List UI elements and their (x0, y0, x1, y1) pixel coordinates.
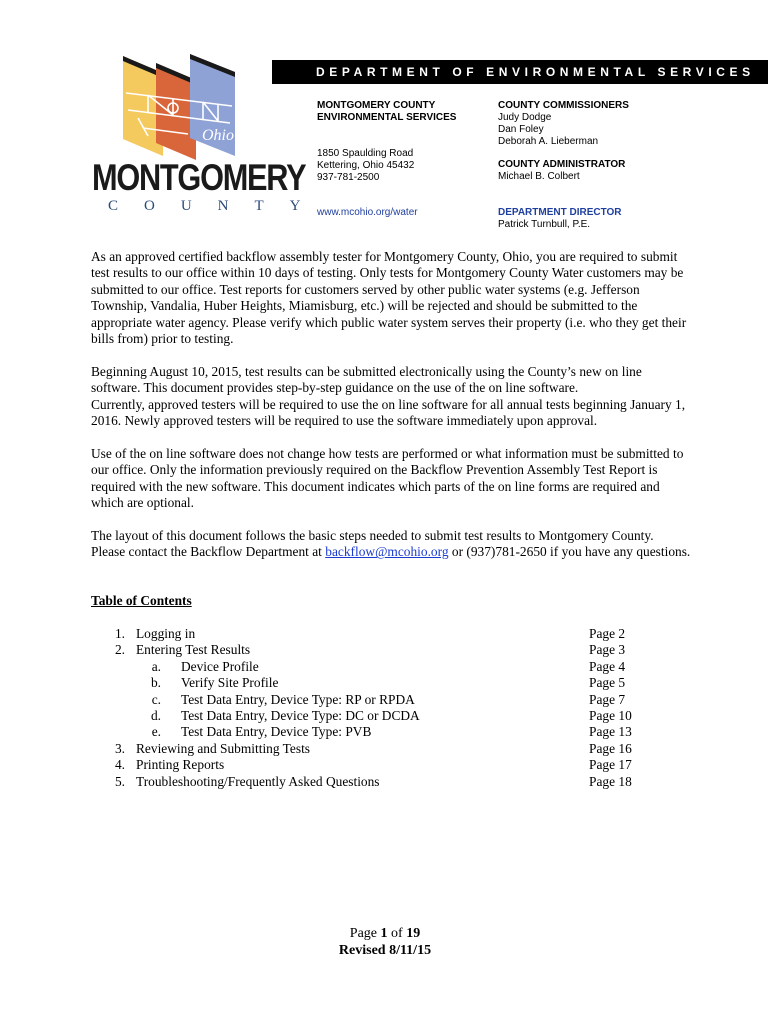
website-link[interactable]: www.mcohio.org/water (317, 207, 418, 218)
toc-subitem[interactable] (91, 659, 651, 675)
toc-subitem[interactable] (91, 675, 651, 691)
contact-text-start: The layout of this document follows the basic steps needed to submit test results to Montgomery County. Please contact the Backflow Department at (91, 528, 654, 560)
administrator-title: COUNTY ADMINISTRATOR (498, 159, 626, 170)
contact-text-end: or (937)781-2650 if you have any questions. (448, 544, 691, 560)
toc-item-page: Page 13 (589, 724, 632, 740)
department-banner: DEPARTMENT OF ENVIRONMENTAL SERVICES (272, 60, 768, 84)
toc-item-text: Entering Test Results (136, 642, 251, 658)
toc-item[interactable] (91, 626, 651, 642)
commissioner-name: Deborah A. Lieberman (498, 136, 599, 147)
page-of: of (387, 926, 407, 941)
toc-item-text: Printing Reports (136, 757, 225, 773)
toc-item-number: c. (151, 691, 161, 707)
org-name (317, 100, 456, 124)
page-current: 1 (380, 926, 388, 941)
toc-item-page: Page 3 (589, 642, 626, 658)
toc-item-page: Page 5 (589, 675, 626, 691)
toc-item-page: Page 2 (589, 626, 626, 641)
toc-item-number: 5. (114, 773, 125, 789)
toc-item-page: Page 4 (589, 658, 626, 674)
toc-item-number: 4. (114, 757, 125, 773)
toc-item[interactable] (91, 757, 651, 773)
revised-date: Revised 8/11/15 (338, 943, 432, 958)
commissioners-block (498, 100, 629, 148)
contact-text (91, 528, 691, 561)
online-software-paragraph (91, 364, 691, 430)
org-phone: 937-781-2500 (317, 172, 380, 183)
toc-subitem[interactable] (91, 708, 651, 724)
org-name-line1: MONTGOMERY COUNTY (317, 100, 436, 111)
org-name-line2: ENVIRONMENTAL SERVICES (317, 112, 457, 123)
director-name: Patrick Turnbull, P.E. (498, 219, 591, 230)
commissioner-name: Dan Foley (498, 124, 544, 135)
toc-item-text: Troubleshooting/Frequently Asked Questions (136, 773, 380, 789)
address-line1: 1850 Spaulding Road (317, 148, 414, 159)
toc-title: Table of Contents (91, 593, 192, 608)
table-of-contents (91, 626, 651, 790)
toc-item-number: a. (151, 658, 161, 674)
director-block (498, 207, 622, 231)
logo-ohio-script: Ohio (202, 127, 234, 144)
administrator-block (498, 159, 625, 183)
org-address (317, 148, 414, 184)
toc-item-text: Reviewing and Submitting Tests (136, 740, 311, 756)
toc-item-page: Page 10 (589, 707, 632, 723)
toc-item-text: Logging in (136, 626, 196, 641)
director-title: DEPARTMENT DIRECTOR (498, 207, 622, 218)
logo-county-subtitle: COUNTY (108, 198, 327, 214)
page-total: 19 (406, 926, 421, 941)
toc-subitem[interactable] (91, 692, 651, 708)
toc-item[interactable] (91, 642, 651, 658)
logo-county-name: MONTGOMERY (92, 157, 306, 198)
toc-item-number: 3. (114, 740, 125, 756)
toc-item-page: Page 7 (589, 691, 626, 707)
requirements-paragraph (91, 446, 691, 512)
toc-item-number: e. (151, 724, 161, 740)
toc-item-text: Test Data Entry, Device Type: DC or DCDA (181, 707, 420, 723)
online-software-text-b: Currently, approved testers will be required to use the on line software for all annual tests beginning January 1, 2016. Newly approved testers will be required to use the software immediately upon approval. (91, 396, 686, 429)
toc-item-number: 2. (114, 642, 125, 658)
commissioner-name: Judy Dodge (498, 112, 552, 123)
toc-item-number: 1. (114, 626, 125, 641)
toc-item-page: Page 18 (589, 773, 632, 789)
intro-paragraph (91, 249, 691, 347)
toc-item-number: d. (150, 707, 161, 723)
contact-paragraph (91, 528, 691, 561)
toc-subitem[interactable] (91, 724, 651, 740)
email-link[interactable]: backflow@mcohio.org (325, 544, 449, 560)
toc-item[interactable] (91, 774, 651, 790)
intro-text: As an approved certified backflow assembly tester for Montgomery County, Ohio, you are required to submit test results to our office within 10 days of testing. Only tests for Montgomery County Water customers may be submitted to our office. Test reports for customers served by other public water systems (e.g. Jefferson Township, Vandalia, Huber Heights, Miamisburg, etc.) will be rejected and should be submitted to the appropriate water agency. Please verify which public water system serves their property (i.e. who they get their bills from) prior to testing. (91, 249, 687, 347)
commissioners-title: COUNTY COMMISSIONERS (498, 100, 629, 111)
toc-item-text: Verify Site Profile (181, 675, 279, 691)
administrator-name: Michael B. Colbert (498, 171, 580, 182)
toc-item-text: Test Data Entry, Device Type: PVB (181, 724, 372, 740)
online-software-text-a: Beginning August 10, 2015, test results can be submitted electronically using the County’s new on line software. This document provides step-by-step guidance on the use of the on line software. (91, 364, 642, 396)
toc-item-page: Page 16 (589, 740, 632, 756)
page-prefix: Page (349, 926, 381, 941)
toc-item-number: b. (150, 675, 161, 691)
toc-item-text: Device Profile (181, 658, 259, 674)
toc-item[interactable] (91, 741, 651, 757)
address-line2: Kettering, Ohio 45432 (317, 160, 415, 171)
page-number (0, 925, 770, 942)
toc-item-page: Page 17 (589, 757, 632, 773)
requirements-text: Use of the on line software does not change how tests are performed or what information must be submitted to our office. Only the information previously required on the Backflow Prevention Assembly Test Report is required with the new software. This document indicates which parts of the on line forms are required and which are optional. (91, 446, 684, 511)
toc-item-text: Test Data Entry, Device Type: RP or RPDA (181, 691, 415, 707)
